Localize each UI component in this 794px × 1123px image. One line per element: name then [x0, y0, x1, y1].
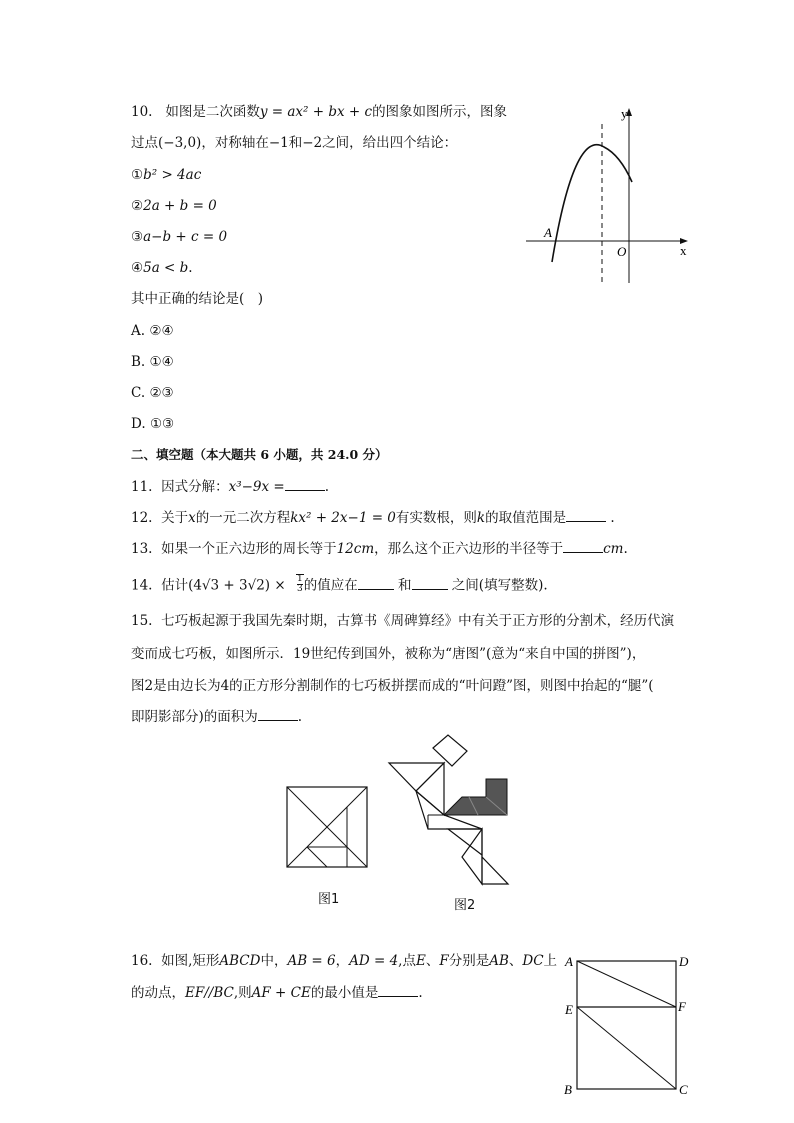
- q12-text-a: 关于: [161, 510, 189, 526]
- q15-line3: 图2是由边长为4的正方形分割制作的七巧板拼摆而成的“叶问蹬”图，则图中抬起的“腿”(: [131, 678, 654, 694]
- q14-answer-blank-2[interactable]: [412, 577, 448, 590]
- q14-text-b: 的值应在: [303, 577, 358, 594]
- q10-line2-c: 之间，给出四个结论：: [322, 135, 458, 151]
- label-e: E: [565, 1002, 573, 1017]
- option-label: C.: [131, 385, 146, 401]
- option-label: A.: [131, 323, 146, 339]
- q16-formula: EF//BC: [185, 985, 234, 1001]
- q16-rectangle-figure: [560, 950, 700, 1100]
- tangram-line: [287, 847, 307, 867]
- q12-var-k: k: [476, 510, 486, 526]
- circled-2: ②: [131, 198, 144, 214]
- q15-line1-text: 七巧板起源于我国先秦时期，古算书《周碑算经》中有关于正方形的分割术，经历代演: [161, 613, 675, 629]
- segment-ce: [577, 1007, 676, 1089]
- q12-answer-blank[interactable]: [566, 509, 606, 522]
- figure-1-caption: 图1: [318, 892, 340, 907]
- option-text: ①④: [149, 354, 174, 370]
- q12-formula: kx² + 2x−1 = 0: [290, 510, 396, 526]
- q16-formula: DC: [522, 953, 544, 969]
- conclusion-4-end: .: [188, 260, 193, 276]
- q12: [131, 509, 615, 527]
- q13-unit: cm: [603, 541, 624, 557]
- q16-text: 如图,矩形: [161, 953, 220, 969]
- q13-text-b: ，那么这个正六边形的半径等于: [374, 541, 564, 557]
- q14-formula: (4√3 + 3√2) ×: [188, 577, 286, 594]
- conclusion-3-text: a−b + c = 0: [143, 229, 228, 245]
- q10-number: 10.: [131, 104, 153, 120]
- q15-line4: [131, 708, 302, 726]
- q16-formula: AB: [489, 953, 509, 969]
- q14-text-c: 和: [398, 577, 412, 594]
- tangram-line: [307, 827, 327, 847]
- label-b: B: [564, 1082, 572, 1097]
- head-diamond: [433, 735, 467, 766]
- q16-answer-blank[interactable]: [378, 984, 418, 997]
- label-c: C: [679, 1082, 688, 1097]
- q13-value: 12cm: [336, 541, 375, 557]
- y-label: y: [621, 106, 628, 121]
- q10-conclusion-1: [131, 166, 201, 184]
- q16-line2: [131, 984, 423, 1002]
- origin-label: O: [617, 244, 627, 259]
- q16-formula: ABCD: [219, 953, 261, 969]
- arm-triangle: [389, 763, 444, 791]
- q11-text: 因式分解：: [161, 479, 229, 495]
- q16-number: 16.: [131, 953, 153, 969]
- q16-formula: E: [415, 953, 426, 969]
- option-text: ②④: [149, 323, 174, 339]
- segment-af: [577, 961, 676, 1007]
- foot-triangle: [482, 857, 508, 884]
- tangram-figure-2: [386, 733, 511, 885]
- q12-end: .: [610, 510, 615, 526]
- q10-line2-f2: −2: [302, 135, 323, 151]
- q10-conclusion-4: [131, 259, 193, 277]
- q16-text: 、: [425, 953, 440, 969]
- tangram-line: [307, 847, 327, 867]
- q11-formula: x³−9x =: [228, 479, 285, 495]
- conclusion-2-text: 2a + b = 0: [143, 198, 217, 214]
- q14-text-d: 之间(填写整数).: [451, 577, 548, 594]
- q13-number: 13.: [131, 541, 153, 557]
- conclusion-1-text: b² > 4ac: [143, 167, 202, 183]
- conclusion-4-text: 5a < b: [143, 260, 189, 276]
- q10-option-d[interactable]: [131, 415, 174, 433]
- leg-triangle: [448, 829, 482, 855]
- x-label: x: [680, 243, 687, 258]
- q12-number: 12.: [131, 510, 153, 526]
- q15-line4-text: 即阴影部分)的面积为: [131, 709, 258, 725]
- q10-line1: [131, 103, 507, 121]
- q11-answer-blank[interactable]: [285, 478, 325, 491]
- q16-text: 分别是: [448, 953, 490, 969]
- q13-end: .: [623, 541, 628, 557]
- q14-text-a: 估计: [161, 577, 189, 594]
- q14: [131, 576, 548, 596]
- q16-text: 、: [508, 953, 523, 969]
- q14-number: 14.: [131, 577, 153, 594]
- q10-conclusion-3: [131, 228, 227, 246]
- q10-line2-f1: −1: [268, 135, 289, 151]
- option-label: D.: [131, 416, 146, 432]
- q16-end: .: [418, 985, 423, 1001]
- q11-number: 11.: [131, 479, 153, 495]
- q15-number: 15.: [131, 613, 153, 629]
- q11: [131, 478, 329, 496]
- q12-text-d: 的取值范围是: [485, 510, 567, 526]
- q15-answer-blank[interactable]: [258, 708, 298, 721]
- q13-answer-blank[interactable]: [563, 540, 603, 553]
- q10-question: 其中正确的结论是( ): [131, 291, 264, 307]
- q16-text: 的动点，: [131, 985, 185, 1001]
- body-triangle: [416, 763, 444, 815]
- q15-line2: 变而成七巧板，如图所示．19世纪传到国外，被称为“唐图”(意为“来自中国的拼图”)，: [131, 646, 646, 662]
- q14-frac-num: 1: [296, 574, 303, 584]
- q16-text: 中，: [260, 953, 288, 969]
- label-f: F: [678, 999, 686, 1014]
- option-text: ②③: [149, 385, 174, 401]
- q10-option-b[interactable]: [131, 353, 174, 371]
- q10-option-c[interactable]: [131, 384, 174, 402]
- q14-sqrt-fraction: [296, 574, 304, 594]
- q16-formula: F: [439, 953, 449, 969]
- q12-var-x: x: [188, 510, 196, 526]
- q16-line1: [131, 952, 557, 970]
- q12-text-c: 有实数根，则: [395, 510, 477, 526]
- option-text: ①③: [149, 416, 175, 432]
- q15-end: .: [297, 709, 303, 725]
- leg-triangle: [462, 829, 482, 884]
- q13-text-a: 如果一个正六边形的周长等于: [161, 541, 337, 557]
- q16-text: 的最小值是: [310, 985, 379, 1001]
- point-a-label: A: [544, 225, 552, 240]
- label-d: D: [679, 954, 689, 969]
- q10-line2: [131, 134, 457, 152]
- q14-answer-blank-1[interactable]: [358, 577, 394, 590]
- q16-text: ，: [335, 953, 350, 969]
- q10-stem-a: 如图是二次函数: [165, 104, 260, 120]
- option-label: B.: [131, 354, 146, 370]
- circled-3: ③: [131, 229, 144, 245]
- q13: [131, 540, 628, 558]
- q10-line2-b: 和: [288, 135, 303, 151]
- circled-1: ①: [131, 167, 144, 183]
- q10-stem-b: 的图象如图所示，图象: [372, 104, 508, 120]
- q11-end: .: [324, 479, 330, 495]
- q12-text-b: 的一元二次方程: [195, 510, 291, 526]
- q10-parabola-graph: [520, 100, 695, 290]
- q16-formula: AF + CE: [251, 985, 311, 1001]
- q10-option-a[interactable]: [131, 322, 174, 340]
- q14-frac-den: 3: [296, 584, 303, 594]
- q16-text: ,则: [233, 985, 252, 1001]
- section-title: 二、填空题（本大题共 6 小题，共 24.0 分）: [131, 447, 388, 462]
- rectangle-abcd: [577, 961, 676, 1089]
- figure-2-caption: 图2: [454, 898, 476, 913]
- tangram-figure-1: [286, 786, 368, 868]
- q15-line1: [131, 612, 674, 630]
- q16-formula: AB = 6: [287, 953, 336, 969]
- q16-formula: AD = 4: [349, 953, 399, 969]
- q10-conclusion-2: [131, 197, 217, 215]
- q16-text: ,点: [398, 953, 416, 969]
- circled-4: ④: [131, 260, 144, 276]
- q10-line2-a: 过点(−3,0)，对称轴在: [131, 135, 269, 151]
- label-a: A: [565, 954, 573, 969]
- q10-formula: y = ax² + bx + c: [259, 104, 373, 120]
- q16-text: 上: [543, 953, 558, 969]
